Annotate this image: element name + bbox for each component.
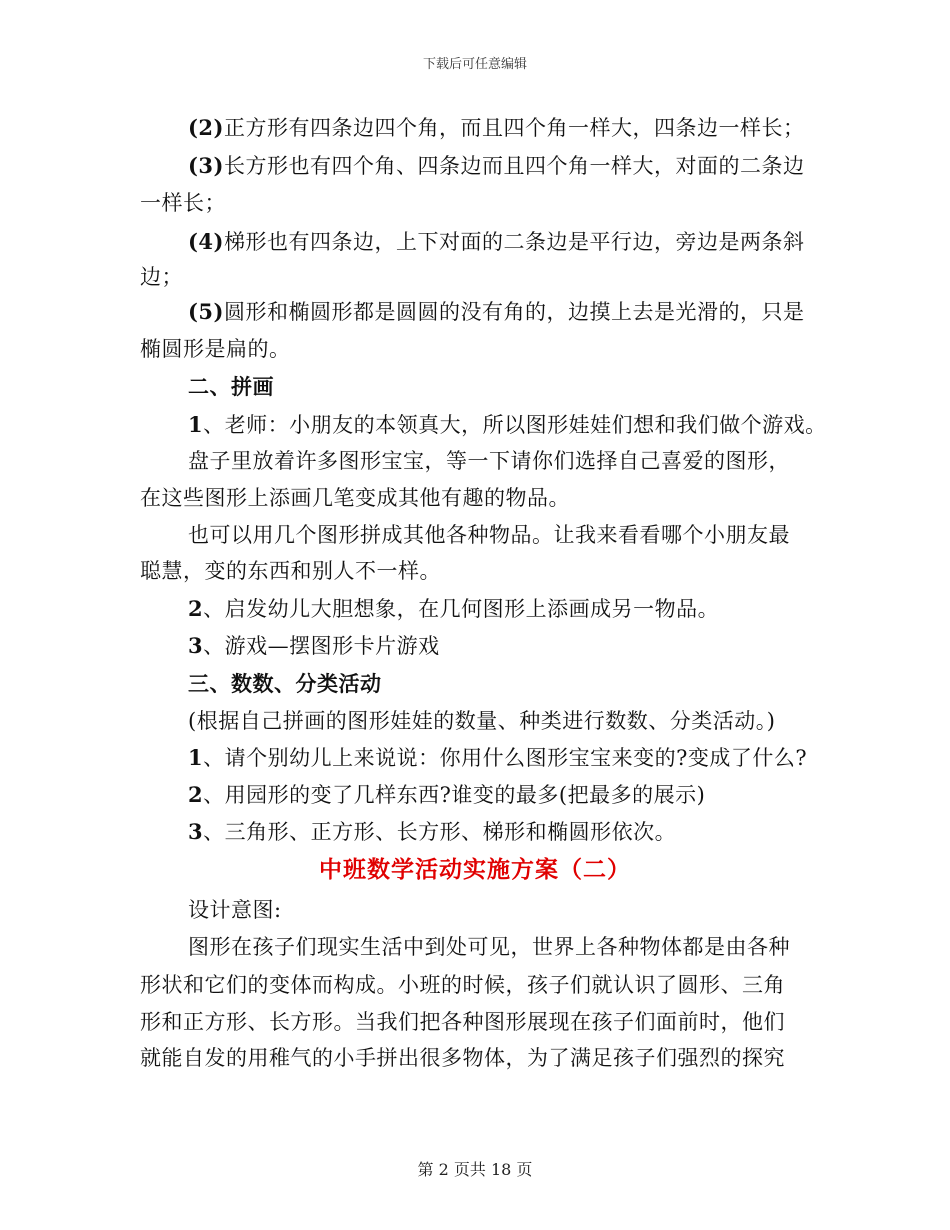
- subheading-pinhua: 二、拼画: [188, 374, 274, 399]
- text-line: 1、老师：小朋友的本领真大，所以图形娃娃们想和我们做个游戏。: [188, 412, 827, 437]
- text-line: 2、启发幼儿大胆想象，在几何图形上添画成另一物品。: [188, 596, 720, 621]
- text-line: 椭圆形是扁的。: [140, 337, 291, 361]
- page-header: 下载后可任意编辑: [422, 57, 527, 72]
- text-line: 一样长；: [140, 191, 226, 215]
- text-line: 盘子里放着许多图形宝宝，等一下请你们选择自己喜爱的图形，: [188, 449, 790, 473]
- text-line: 3、游戏—摆图形卡片游戏: [188, 633, 440, 658]
- text-line: (5)圆形和椭圆形都是圆圆的没有角的，边摸上去是光滑的，只是: [188, 299, 805, 324]
- text-line: 在这些图形上添画几笔变成其他有趣的物品。: [140, 486, 570, 510]
- text-line: 1、请个别幼儿上来说说：你用什么图形宝宝来变的?变成了什么?: [188, 745, 808, 770]
- section-title: 中班数学活动实施方案（二）: [319, 856, 631, 883]
- text-line: 3、三角形、正方形、长方形、梯形和椭圆形依次。: [188, 819, 677, 844]
- page-footer: 第 2 页共 18 页: [417, 1160, 533, 1179]
- subheading-counting: 三、数数、分类活动: [188, 671, 382, 696]
- text-line: 聪慧，变的东西和别人不一样。: [140, 559, 441, 583]
- text-line: 图形在孩子们现实生活中到处可见，世界上各种物体都是由各种: [188, 935, 790, 959]
- text-line: (根据自己拼画的图形娃娃的数量、种类进行数数、分类活动。): [188, 709, 776, 733]
- text-line: 边；: [140, 265, 183, 289]
- text-line: (3)长方形也有四个角、四条边而且四个角一样大，对面的二条边: [188, 153, 805, 178]
- text-line: 形状和它们的变体而构成。小班的时候，孩子们就认识了圆形、三角: [140, 973, 785, 997]
- text-line: (4)梯形也有四条边，上下对面的二条边是平行边，旁边是两条斜: [188, 229, 805, 254]
- text-line: 形和正方形、长方形。当我们把各种图形展现在孩子们面前时，他们: [140, 1010, 785, 1034]
- text-line: (2)正方形有四条边四个角，而且四个角一样大，四条边一样长；: [188, 115, 805, 140]
- text-line: 就能自发的用稚气的小手拼出很多物体，为了满足孩子们强烈的探究: [140, 1046, 785, 1070]
- text-line: 2、用园形的变了几样东西?谁变的最多(把最多的展示): [188, 782, 706, 807]
- text-line: 也可以用几个图形拼成其他各种物品。让我来看看哪个小朋友最: [188, 523, 790, 547]
- text-line: 设计意图:: [188, 898, 282, 922]
